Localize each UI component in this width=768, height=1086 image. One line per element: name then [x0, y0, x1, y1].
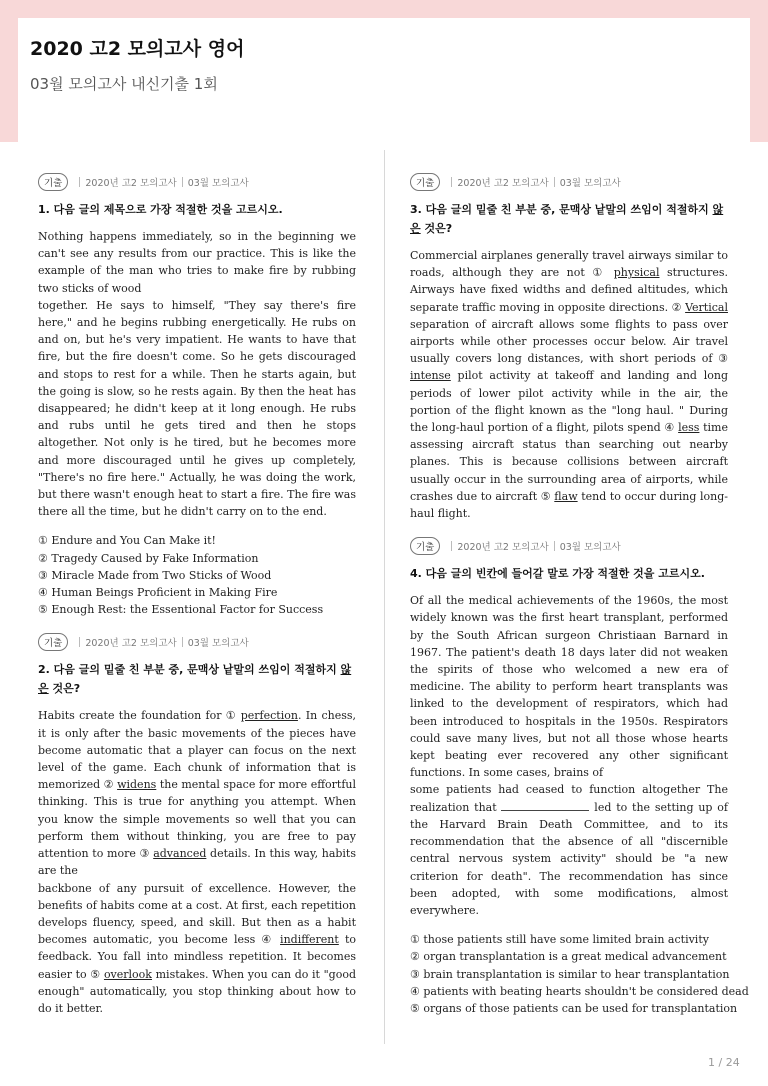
title-text: 3. 다음 글의 밑줄 친 부분 중, 문맥상 낱말의 쓰임이 적절하지 [410, 203, 713, 216]
tagline-separator [182, 177, 183, 187]
passage-text: . In chess, it is only after the basic movements of the pieces have become automatic that a player can focus on the next level of the game. Each chunk of information that is memorized ② [38, 709, 357, 792]
choice-3[interactable]: ③ brain transplantation is similar to hear transplantation [410, 967, 730, 981]
passage-text: Habits create the foundation for ① [38, 709, 241, 723]
choice-4[interactable]: ④ Human Beings Proficient in Making Fire [38, 586, 278, 600]
passage-text: time assessing aircraft status than searching out nearby planes. This is because collisions between aircraft usually occur in the surrounding area of airports, while crashes due to aircraft ⑤ [410, 421, 728, 503]
question-tagline [38, 632, 356, 652]
passage-paragraph: Nothing happens immediately, so in the beginning we can't see any results from our practice. This is like the example of the man who tries to make fire by rubbing two sticks of wood [38, 230, 356, 295]
passage-text: pilot activity at takeoff and landing and long periods of lower pilot activity while in the air, the portion of the flight known as the "long haul. " During the long-haul portion of a flight, pilots spend ④ [410, 369, 728, 435]
page-number: 1 / 24 [708, 1056, 740, 1069]
question-4 [410, 536, 749, 1017]
underlined-word: advanced [153, 847, 207, 861]
answer-choices [410, 931, 749, 1017]
document-title: 2020 고2 모의고사 영어 [30, 38, 245, 60]
question-passage [410, 592, 728, 919]
choice-4[interactable]: ④ patients with beating hearts shouldn't be considered dead [410, 984, 749, 998]
question-passage [410, 247, 728, 522]
passage-text: to feedback. You fall into mindless repetition. It becomes easier to ⑤ [38, 933, 356, 981]
tagline-separator [451, 541, 452, 551]
tagline-separator [451, 177, 452, 187]
source-badge: 기출 [38, 173, 68, 191]
title-emphasis: 않은 [410, 203, 724, 235]
passage-paragraph [38, 707, 356, 879]
passage-text: details. In this way, habits are the [38, 847, 356, 878]
passage-text: some patients had ceased to function altogether The realization that [410, 783, 728, 814]
passage-text: tend to occur during long-haul flight. [410, 489, 728, 521]
choice-3[interactable]: ③ Miracle Made from Two Sticks of Wood [38, 568, 272, 582]
question-1 [38, 172, 356, 618]
passage-text: Commercial airplanes generally travel airways similar to roads, although they are not ① [410, 249, 728, 280]
question-3 [410, 172, 728, 522]
question-title: 1. 다음 글의 제목으로 가장 적절한 것을 고르시오. [38, 203, 283, 216]
month-label: 03월 모의고사 [187, 178, 249, 189]
passage-paragraph [410, 247, 728, 522]
underlined-word: physical [613, 266, 660, 280]
passage-paragraph: Of all the medical achievements of the 1960s, the most widely known was the first heart transplant, performed by the South African surgeon Christiaan Barnard in 1967. The patient's death 18 days later did not weaken the spirits of those who welcomed a new era of medicine. The ability to perform heart transplants was linked to the development of respirators, which had been introduced to hospitals in the 1950s. Respirators could save many lives, but not all those whose hearts kept beating ever recovered any other significant functions. In some cases, brains of [410, 594, 728, 780]
underlined-word: perfection [240, 709, 298, 723]
source-badge: 기출 [410, 537, 440, 555]
underlined-word: less [678, 421, 700, 435]
choice-5[interactable]: ⑤ Enough Rest: the Essentional Factor for Success [38, 603, 324, 617]
passage-text: led to the setting up of the Harvard Brain Death Committee, and to its recommendation that the absence of all "discernible central nervous system activity" should be "a new criterion for death". The recommendation has since been adopted, with some modifications, almost everywhere. [410, 800, 728, 917]
underlined-word: Vertical [685, 300, 728, 314]
left-column [38, 172, 356, 1031]
tagline-separator [79, 637, 80, 647]
question-tagline [38, 172, 356, 192]
exam-label: 2020년 고2 모의고사 [457, 542, 549, 554]
month-label: 03월 모의고사 [187, 638, 249, 650]
title-text: 2. 다음 글의 밑줄 친 부분 중, 문맥상 낱말의 쓰임이 적절하지 [38, 663, 341, 677]
underlined-word: widens [117, 778, 157, 792]
exam-label: 2020년 고2 모의고사 [85, 178, 177, 189]
passage-paragraph [410, 781, 728, 919]
question-title: 4. 다음 글의 빈칸에 들어갈 말로 가장 적절한 것을 고르시오. [410, 567, 705, 581]
underlined-word: indifferent [280, 933, 339, 947]
underlined-word: overlook [103, 967, 152, 981]
question-title [38, 660, 356, 698]
title-text: 것은? [420, 222, 453, 235]
title-text: 것은? [48, 682, 81, 696]
underlined-word: intense [410, 369, 451, 383]
month-label: 03월 모의고사 [559, 178, 621, 189]
column-divider [384, 150, 385, 1044]
exam-label: 2020년 고2 모의고사 [85, 638, 177, 650]
answer-blank [501, 801, 589, 811]
passage-text: separation of aircraft allows some flights to pass over airports while other processes occur below. Air travel usually covers long distances, with short periods of ③ [410, 317, 728, 366]
question-tagline [410, 536, 728, 556]
tagline-separator [182, 637, 183, 647]
tagline-separator [554, 541, 555, 551]
source-badge: 기출 [410, 173, 440, 191]
passage-text: mistakes. When you can do it "good enough" automatically, you stop thinking about how to do it better. [38, 967, 356, 1015]
month-label: 03월 모의고사 [559, 542, 621, 554]
choice-1[interactable]: ① Endure and You Can Make it! [38, 534, 216, 548]
choice-5[interactable]: ⑤ organs of those patients can be used for transplantation [410, 1001, 738, 1015]
passage-text: the mental space for more effortful thinking. This is true for anything you attempt. When you know the simple movements so well that you can perform them without thinking, you are free to pay attention to more ③ [38, 778, 356, 861]
question-title [410, 200, 728, 238]
passage-text: backbone of any pursuit of excellence. However, the benefits of habits come at a cost. At first, each repetition develops fluency, speed, and skill. But then as a habit becomes automatic, you become less ④ [38, 881, 356, 947]
choice-2[interactable]: ② organ transplantation is a great medical advancement [410, 950, 727, 964]
question-passage [38, 707, 356, 1017]
question-2 [38, 632, 356, 1017]
question-passage [38, 228, 356, 520]
answer-choices [38, 532, 356, 618]
right-column [410, 172, 749, 1031]
tagline-separator [79, 177, 80, 187]
source-badge: 기출 [38, 633, 68, 651]
passage-paragraph: together. He says to himself, "They say there's fire here," and he begins rubbing energetically. He rubs on and on, but he's very impatient. He wants to have that fire, but the fire doesn't come. So he gets discouraged and stops to rest for a while. Then he starts again, but the going is slow, so he rests again. By then the heat has disappeared; he didn't keep at it long enough. He rubs and rubs until he gets tired and then he stops altogether. Not only is he tired, but he becomes more and more discouraged until he gives up completely, "There's no fire here." Actually, he was doing the work, but there wasn't enough heat to start a fire. The fire was there all the time, but he didn't carry on to the end. [38, 298, 356, 519]
document-subtitle: 03월 모의고사 내신기출 1회 [30, 75, 218, 93]
passage-paragraph [38, 880, 356, 1018]
underlined-word: flaw [554, 489, 578, 503]
question-tagline [410, 172, 728, 192]
title-emphasis: 않은 [38, 663, 352, 696]
exam-label: 2020년 고2 모의고사 [457, 178, 549, 189]
tagline-separator [554, 177, 555, 187]
choice-2[interactable]: ② Tragedy Caused by Fake Information [38, 551, 259, 565]
passage-text: structures. Airways have fixed widths and defined altitudes, which separate traffic moving in opposite directions. ② [410, 266, 729, 314]
choice-1[interactable]: ① those patients still have some limited brain activity [410, 933, 709, 947]
